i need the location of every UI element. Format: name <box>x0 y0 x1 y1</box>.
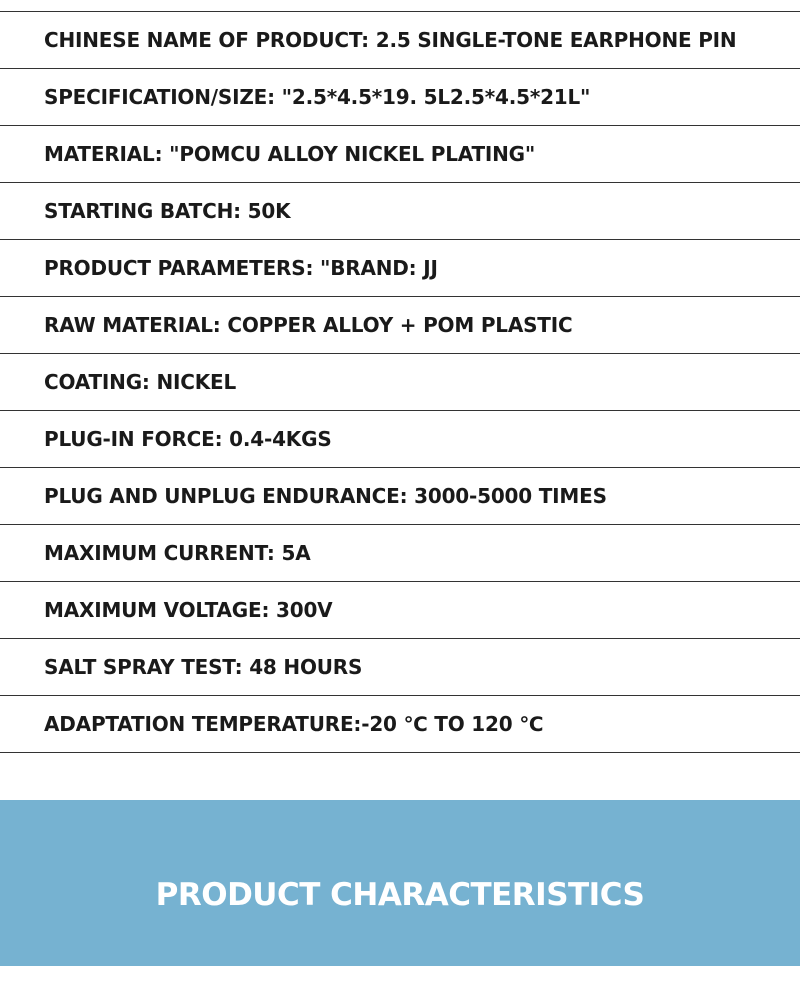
spec-row-product-parameters <box>0 240 800 297</box>
spec-row-coating <box>0 354 800 411</box>
spec-row-adaptation-temperature <box>0 696 800 753</box>
spec-list <box>0 11 800 753</box>
spec-text: SPECIFICATION/SIZE: "2.5*4.5*19. 5L2.5*4.5*21L" <box>44 85 591 109</box>
spec-text: RAW MATERIAL: COPPER ALLOY + POM PLASTIC <box>44 313 573 337</box>
spec-row-chinese-name <box>0 12 800 69</box>
spec-row-raw-material <box>0 297 800 354</box>
spec-row-plug-in-force <box>0 411 800 468</box>
spec-text: ADAPTATION TEMPERATURE:-20 ℃ TO 120 ℃ <box>44 712 544 736</box>
spec-text: MAXIMUM CURRENT: 5A <box>44 541 311 565</box>
spec-text: SALT SPRAY TEST: 48 HOURS <box>44 655 363 679</box>
spec-row-maximum-voltage <box>0 582 800 639</box>
product-characteristics-banner <box>0 800 800 966</box>
spec-text: MAXIMUM VOLTAGE: 300V <box>44 598 333 622</box>
spec-text: COATING: NICKEL <box>44 370 237 394</box>
spec-text: STARTING BATCH: 50K <box>44 199 291 223</box>
spec-row-endurance <box>0 468 800 525</box>
spec-row-specification-size <box>0 69 800 126</box>
spec-row-salt-spray-test <box>0 639 800 696</box>
spec-row-maximum-current <box>0 525 800 582</box>
spec-text: PLUG-IN FORCE: 0.4-4KGS <box>44 427 332 451</box>
spec-text: MATERIAL: "POMCU ALLOY NICKEL PLATING" <box>44 142 536 166</box>
spec-row-starting-batch <box>0 183 800 240</box>
banner-title: PRODUCT CHARACTERISTICS <box>155 877 645 913</box>
spec-row-material <box>0 126 800 183</box>
spec-text: CHINESE NAME OF PRODUCT: 2.5 SINGLE-TONE EARPHONE PIN <box>44 28 737 52</box>
spec-text: PRODUCT PARAMETERS: "BRAND: JJ <box>44 256 438 280</box>
spec-text: PLUG AND UNPLUG ENDURANCE: 3000-5000 TIMES <box>44 484 607 508</box>
